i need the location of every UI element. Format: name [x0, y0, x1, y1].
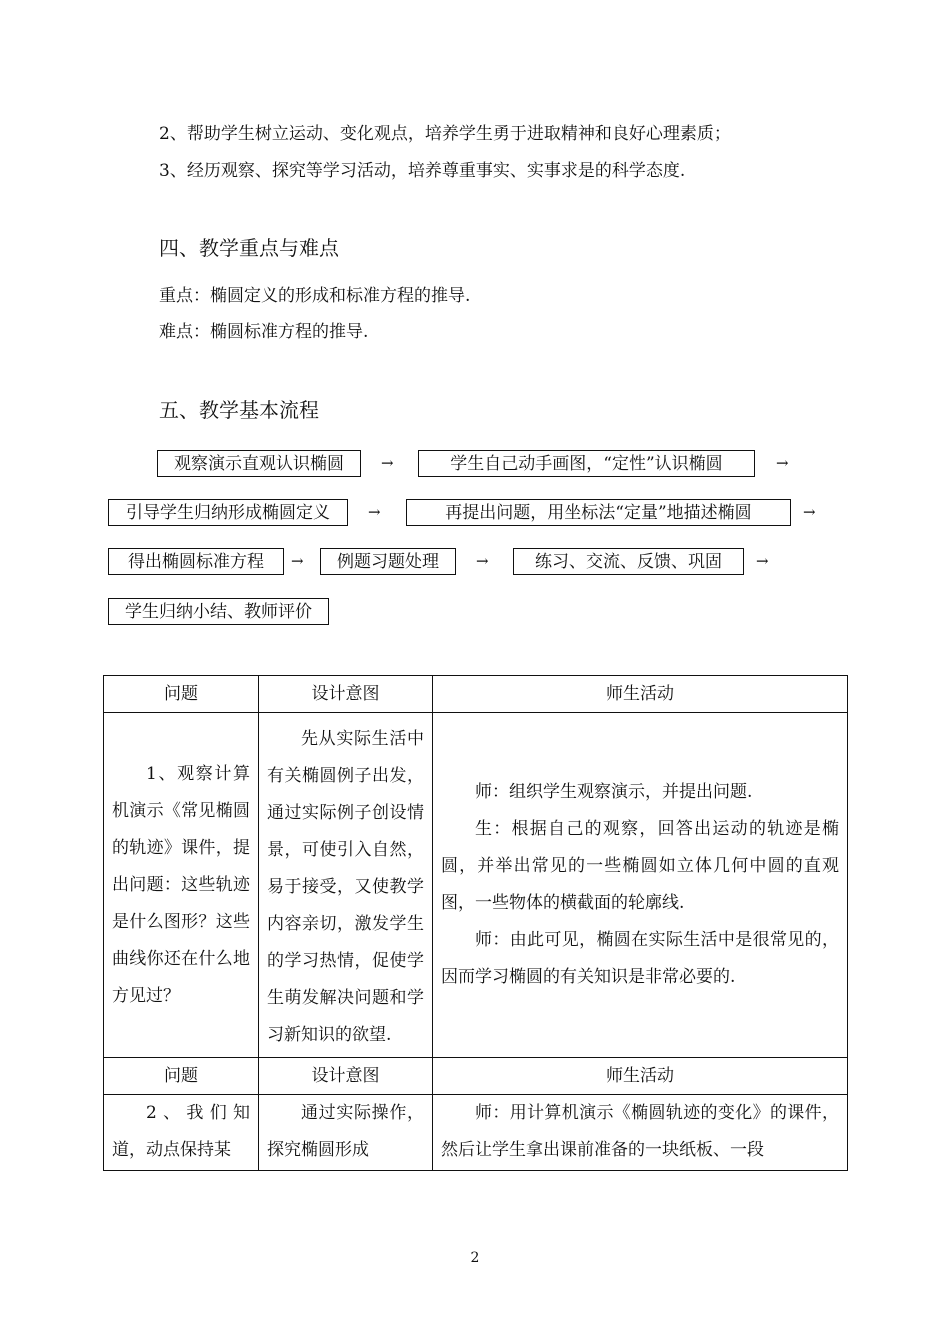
- table-row: [104, 713, 848, 1058]
- header-intent: 设计意图: [259, 1058, 433, 1095]
- section-5-title: 五、教学基本流程: [159, 398, 319, 422]
- row2-intent-cell: [259, 1095, 433, 1171]
- goal-item-3: 3、经历观察、探究等学习活动，培养尊重事实、实事求是的科学态度.: [159, 161, 686, 181]
- key-point: 重点：椭圆定义的形成和标准方程的推导.: [159, 286, 471, 306]
- flow-step-7: 练习、交流、反馈、巩固: [513, 548, 744, 575]
- row1-activity-teacher-2: 师：由此可见，椭圆在实际生活中是很常见的，因而学习椭圆的有关知识是非常必要的.: [441, 930, 839, 987]
- header-activity: 师生活动: [433, 676, 848, 713]
- row1-intent: 先从实际生活中有关椭圆例子出发，通过实际例子创设情景，可使引入自然，易于接受，又使教学内容亲切，激发学生的学习热情，促使学生萌发解决问题和学习新知识的欲望.: [267, 729, 424, 1045]
- lesson-activity-table: [103, 675, 848, 1171]
- header-question: 问题: [104, 676, 259, 713]
- table-row: [104, 1095, 848, 1171]
- row1-activity-cell: [433, 713, 848, 1058]
- page-number: 2: [470, 1250, 480, 1266]
- flow-step-5: 得出椭圆标准方程: [108, 548, 284, 575]
- flow-arrow-icon: →: [756, 552, 769, 570]
- row1-question-cell: [104, 713, 259, 1058]
- table-header-row: [104, 676, 848, 713]
- flow-arrow-icon: →: [291, 552, 304, 570]
- flow-arrow-icon: →: [381, 454, 394, 472]
- table-header-row: [104, 1058, 848, 1095]
- flow-arrow-icon: →: [368, 503, 381, 521]
- row1-intent-cell: [259, 713, 433, 1058]
- flow-step-3: 引导学生归纳形成椭圆定义: [108, 499, 348, 526]
- flow-step-1: 观察演示直观认识椭圆: [157, 450, 361, 477]
- row1-question: 1、观察计算机演示《常见椭圆的轨迹》课件，提出问题：这些轨迹是什么图形？这些曲线你还在什么地方见过？: [112, 763, 250, 1006]
- header-question: 问题: [104, 1058, 259, 1095]
- goal-item-2: 2、帮助学生树立运动、变化观点，培养学生勇于进取精神和良好心理素质；: [159, 124, 731, 144]
- flow-step-2: 学生自己动手画图，“定性”认识椭圆: [418, 450, 755, 477]
- row2-question-cell: [104, 1095, 259, 1171]
- section-4-title: 四、教学重点与难点: [159, 236, 339, 260]
- row1-activity-teacher: 师：组织学生观察演示，并提出问题.: [475, 782, 753, 802]
- row2-question: 2、我们知道，动点保持某: [112, 1103, 250, 1160]
- header-activity: 师生活动: [433, 1058, 848, 1095]
- difficult-point: 难点：椭圆标准方程的推导.: [159, 322, 369, 342]
- flow-arrow-icon: →: [476, 552, 489, 570]
- flow-step-8: 学生归纳小结、教师评价: [108, 598, 329, 625]
- flow-arrow-icon: →: [776, 454, 789, 472]
- header-intent: 设计意图: [259, 676, 433, 713]
- row2-intent: 通过实际操作，探究椭圆形成: [267, 1103, 424, 1160]
- flow-step-4: 再提出问题，用坐标法“定量”地描述椭圆: [406, 499, 791, 526]
- row2-activity-cell: [433, 1095, 848, 1171]
- row1-activity-student: 生：根据自己的观察，回答出运动的轨迹是椭圆，并举出常见的一些椭圆如立体几何中圆的直观图，一些物体的横截面的轮廓线.: [441, 819, 839, 913]
- row2-activity: 师：用计算机演示《椭圆轨迹的变化》的课件，然后让学生拿出课前准备的一块纸板、一段: [441, 1103, 839, 1160]
- flow-arrow-icon: →: [803, 503, 816, 521]
- flow-step-6: 例题习题处理: [320, 548, 456, 575]
